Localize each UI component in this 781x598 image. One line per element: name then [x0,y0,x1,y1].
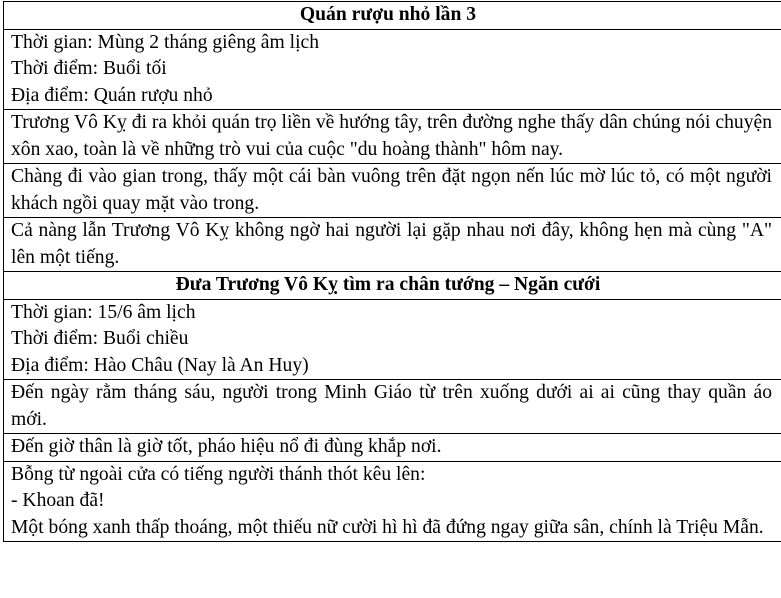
paragraph-cell: Trương Vô Kỵ đi ra khỏi quán trọ liền về hướng tây, trên đường nghe thấy dân chúng nói chuyện xôn xao, toàn là về những trò vui của cuộc "du hoàng thành" hôm nay. [4,110,781,164]
info-cell [4,29,781,110]
info-cell [4,299,781,380]
story-table [3,1,781,542]
dialogue-narration: Một bóng xanh thấp thoáng, một thiếu nữ cười hì hì đã đứng ngay giữa sân, chính là Triệu Mẫn. [11,516,764,538]
paragraph-row [4,110,781,164]
section-title-row [4,2,781,30]
section-title: Đưa Trương Vô Kỵ tìm ra chân tướng – Ngăn cưới [4,272,781,300]
paragraph-cell: Cả nàng lẫn Trương Vô Kỵ không ngờ hai người lại gặp nhau nơi đây, không hẹn mà cùng "A" lên một tiếng. [4,218,781,272]
info-row [4,29,781,110]
paragraph-row [4,164,781,218]
paragraph-row [4,434,781,462]
paragraph-cell: Chàng đi vào gian trong, thấy một cái bàn vuông trên đặt ngọn nến lúc mờ lúc tỏ, có một người khách ngồi quay mặt vào trong. [4,164,781,218]
paragraph-cell: Đến giờ thân là giờ tốt, pháo hiệu nổ đi đùng khắp nơi. [4,434,781,462]
section-title-row [4,272,781,300]
paragraph-row [4,380,781,434]
info-moment: Thời điểm: Buổi tối [11,58,167,79]
dialogue-narration: Bỗng từ ngoài cửa có tiếng người thánh thót kêu lên: [11,463,426,485]
dialogue-cell [4,461,781,542]
info-place: Địa điểm: Hào Châu (Nay là An Huy) [11,354,309,376]
dialogue-row [4,461,781,542]
info-time: Thời gian: Mùng 2 tháng giêng âm lịch [11,31,320,53]
info-moment: Thời điểm: Buổi chiều [11,328,189,349]
info-time: Thời gian: 15/6 âm lịch [11,301,196,323]
section-title: Quán rượu nhỏ lần 3 [4,2,781,30]
info-place: Địa điểm: Quán rượu nhỏ [11,84,213,106]
paragraph-row [4,218,781,272]
paragraph-cell: Đến ngày rằm tháng sáu, người trong Minh Giáo từ trên xuống dưới ai ai cũng thay quần áo mới. [4,380,781,434]
info-row [4,299,781,380]
dialogue-speech: - Khoan đã! [11,490,105,511]
